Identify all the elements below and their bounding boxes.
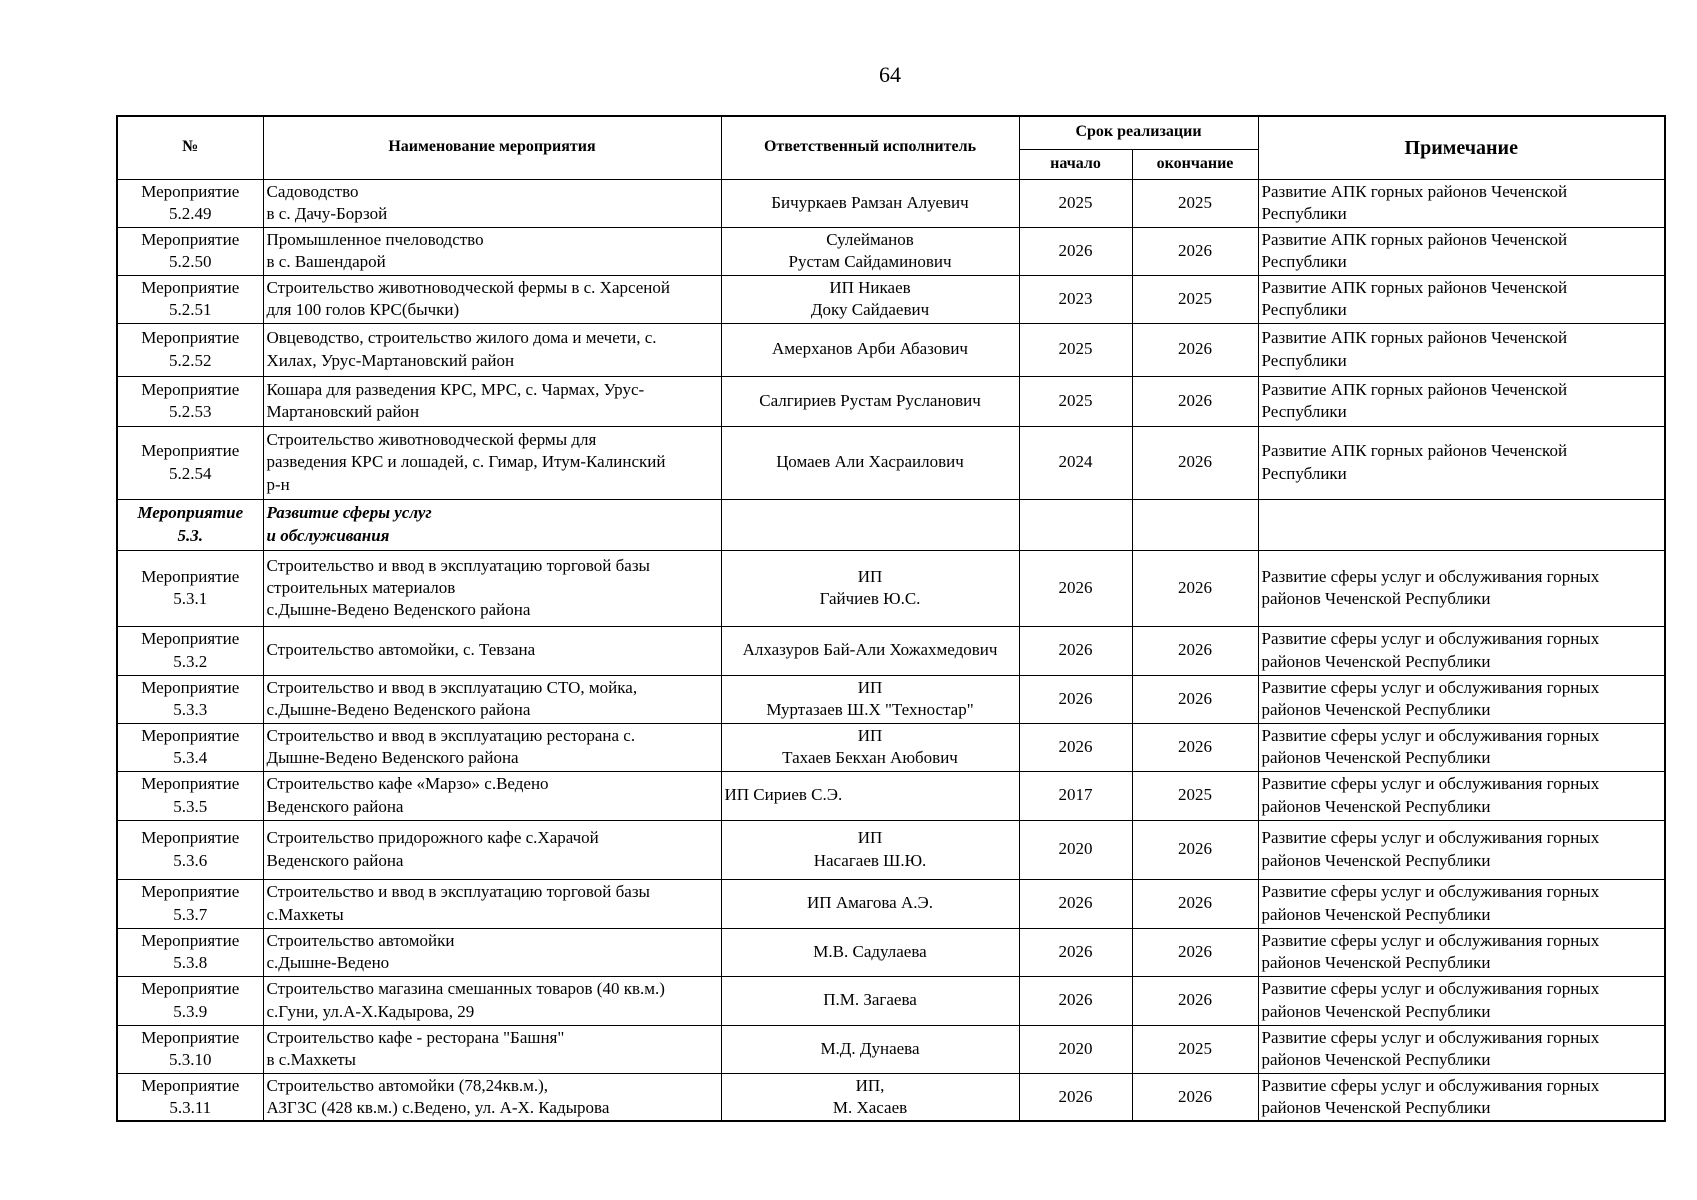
cell-end: 2025 [1132, 179, 1258, 227]
cell-name-line: Овцеводство, строительство жилого дома и мечети, с. [266, 328, 657, 348]
cell-executor [721, 723, 1019, 771]
cell-name-line: Строительство и ввод в эксплуатацию торговой базы [266, 882, 650, 902]
cell-executor [721, 179, 1019, 227]
cell-note [1258, 179, 1665, 227]
cell-executor [721, 426, 1019, 499]
cell-note [1258, 275, 1665, 323]
cell-end: 2026 [1132, 928, 1258, 976]
cell-num-line: Мероприятие [141, 181, 240, 201]
col-header-name: Наименование мероприятия [263, 116, 721, 179]
cell-executor-line: Салгириев Рустам Русланович [759, 390, 981, 410]
cell-note-line: Развитие сферы услуг и обслуживания горных [1261, 1075, 1600, 1095]
cell-num-line: 5.3.10 [169, 1050, 212, 1069]
cell-end: 2026 [1132, 323, 1258, 376]
cell-num [117, 626, 263, 675]
cell-start: 2026 [1019, 928, 1132, 976]
table-row [117, 1073, 1665, 1121]
table-row [117, 1025, 1665, 1073]
cell-name [263, 1073, 721, 1121]
cell-end: 2026 [1132, 376, 1258, 426]
cell-num [117, 820, 263, 879]
cell-name-line: Садоводство [266, 181, 359, 201]
cell-start: 2026 [1019, 675, 1132, 723]
cell-executor-line: Бичуркаев Рамзан Алуевич [771, 192, 969, 212]
cell-end: 2025 [1132, 1025, 1258, 1073]
cell-end: 2026 [1132, 820, 1258, 879]
cell-name-line: Строительство животноводческой фермы в с. Харсеной [266, 277, 671, 297]
table-row [117, 675, 1665, 723]
cell-note-line: районов Чеченской Республики [1261, 1001, 1491, 1021]
cell-name [263, 771, 721, 820]
cell-end: 2026 [1132, 976, 1258, 1025]
cell-num [117, 376, 263, 426]
cell-note [1258, 376, 1665, 426]
cell-num [117, 227, 263, 275]
cell-name-line: разведения КРС и лошадей, с. Гимар, Итум-Калинский [266, 452, 666, 472]
cell-num [117, 499, 263, 550]
cell-name-line: Развитие сферы услуг [266, 503, 432, 523]
cell-note-line: районов Чеченской Республики [1261, 748, 1491, 767]
cell-name [263, 426, 721, 499]
cell-num-line: 5.2.54 [169, 463, 212, 483]
table-row [117, 179, 1665, 227]
cell-note-line: районов Чеченской Республики [1261, 904, 1491, 924]
cell-start: 2025 [1019, 376, 1132, 426]
cell-executor-line: Алхазуров Бай-Али Хожахмедович [742, 640, 998, 660]
cell-note-line: Развитие сферы услуг и обслуживания горных [1261, 677, 1600, 697]
cell-note-line: районов Чеченской Республики [1261, 1050, 1491, 1069]
cell-note-line: Республики [1261, 350, 1347, 370]
activities-table [116, 115, 1666, 1122]
cell-name-line: с.Дышне-Ведено Веденского района [266, 700, 531, 719]
cell-name-line: Строительство придорожного кафе с.Харачой [266, 828, 599, 848]
cell-name-line: Строительство и ввод в эксплуатацию СТО, мойка, [266, 677, 638, 697]
cell-note-line: районов Чеченской Республики [1261, 796, 1491, 816]
col-header-start: начало [1019, 149, 1132, 179]
cell-name-line: Строительство кафе - ресторана "Башня" [266, 1027, 565, 1047]
table-row [117, 771, 1665, 820]
table-row [117, 723, 1665, 771]
cell-num [117, 275, 263, 323]
cell-executor-line: М.В. Садулаева [813, 941, 927, 961]
cell-name-line: в с. Вашендарой [266, 252, 386, 271]
cell-name-line: в с.Махкеты [266, 1050, 356, 1069]
cell-executor [721, 275, 1019, 323]
cell-num-line: Мероприятие [141, 441, 240, 461]
cell-name-line: с.Гуни, ул.А-Х.Кадырова, 29 [266, 1001, 475, 1021]
table-body [117, 179, 1665, 1121]
section-row [117, 499, 1665, 550]
cell-num-line: Мероприятие [141, 277, 240, 297]
cell-name [263, 550, 721, 626]
cell-note-line: Развитие АПК горных районов Чеченской [1261, 328, 1568, 348]
cell-name-line: Строительство автомойки [266, 930, 455, 950]
cell-executor-line: ИП [857, 828, 883, 848]
cell-num-line: 5.2.51 [169, 300, 212, 319]
col-header-period: Срок реализации [1019, 116, 1258, 149]
cell-name-line: в с. Дачу-Борзой [266, 204, 388, 223]
cell-end: 2026 [1132, 879, 1258, 928]
cell-num-line: 5.3.3 [173, 700, 208, 719]
cell-name-line: для 100 голов КРС(бычки) [266, 300, 460, 319]
cell-note-line: Развитие сферы услуг и обслуживания горных [1261, 725, 1600, 745]
cell-num [117, 323, 263, 376]
cell-note-line: Республики [1261, 463, 1347, 483]
cell-end: 2025 [1132, 771, 1258, 820]
cell-start: 2020 [1019, 820, 1132, 879]
cell-note-line: Развитие АПК горных районов Чеченской [1261, 229, 1568, 249]
table-row [117, 323, 1665, 376]
cell-name [263, 227, 721, 275]
cell-executor-line: ИП Амагова А.Э. [807, 893, 933, 913]
cell-note [1258, 820, 1665, 879]
cell-executor-line: ИП [857, 566, 883, 586]
cell-num-line: Мероприятие [141, 930, 240, 950]
cell-num-line: Мероприятие [141, 774, 240, 794]
cell-executor [721, 771, 1019, 820]
cell-note-line: Развитие АПК горных районов Чеченской [1261, 379, 1568, 399]
cell-executor-line: Рустам Сайдаминович [788, 252, 952, 271]
cell-name-line: АЗГЗС (428 кв.м.) с.Ведено, ул. А-Х. Кадырова [266, 1097, 610, 1117]
cell-num-line: Мероприятие [141, 379, 240, 399]
cell-note [1258, 499, 1665, 550]
table-row [117, 426, 1665, 499]
cell-num-line: 5.3.5 [173, 796, 208, 816]
cell-start: 2017 [1019, 771, 1132, 820]
cell-num-line: Мероприятие [141, 677, 240, 697]
cell-name-line: р-н [266, 474, 290, 494]
cell-start: 2026 [1019, 550, 1132, 626]
cell-executor-line: ИП [857, 725, 883, 745]
cell-num-line: Мероприятие [141, 828, 240, 848]
cell-num-line: 5.3.9 [173, 1001, 208, 1021]
page-number: 64 [879, 62, 901, 87]
col-header-note: Примечание [1258, 116, 1665, 179]
cell-executor-line: П.М. Загаева [823, 990, 917, 1010]
cell-num-line: 5.3.1 [173, 589, 208, 608]
cell-name-line: Кошара для разведения КРС, МРС, с. Чармах, Урус- [266, 379, 645, 399]
cell-note [1258, 771, 1665, 820]
cell-end: 2026 [1132, 723, 1258, 771]
table-row [117, 626, 1665, 675]
table-row [117, 275, 1665, 323]
cell-num-line: Мероприятие [137, 503, 244, 523]
cell-note-line: Развитие сферы услуг и обслуживания горных [1261, 979, 1600, 999]
cell-name-line: Строительство автомойки, с. Тевзана [266, 640, 536, 660]
cell-note-line: Республики [1261, 300, 1347, 319]
cell-end: 2026 [1132, 426, 1258, 499]
cell-note [1258, 323, 1665, 376]
cell-note-line: Развитие сферы услуг и обслуживания горных [1261, 828, 1600, 848]
cell-note-line: районов Чеченской Республики [1261, 651, 1491, 671]
cell-note-line: районов Чеченской Республики [1261, 1097, 1491, 1117]
cell-executor [721, 928, 1019, 976]
cell-note-line: районов Чеченской Республики [1261, 700, 1491, 719]
cell-name-line: с.Махкеты [266, 904, 344, 924]
cell-name [263, 275, 721, 323]
cell-num-line: 5.3.8 [173, 953, 208, 972]
cell-end [1132, 499, 1258, 550]
cell-note [1258, 626, 1665, 675]
cell-executor-line: Гайчиев Ю.С. [819, 589, 921, 608]
cell-name-line: Мартановский район [266, 402, 420, 421]
cell-num-line: 5.3. [177, 525, 203, 545]
cell-num-line: Мероприятие [141, 1027, 240, 1047]
cell-note-line: Развитие АПК горных районов Чеченской [1261, 277, 1568, 297]
cell-note-line: Развитие сферы услуг и обслуживания горных [1261, 629, 1600, 649]
cell-name [263, 499, 721, 550]
cell-name [263, 723, 721, 771]
cell-num [117, 675, 263, 723]
cell-end: 2026 [1132, 1073, 1258, 1121]
cell-note [1258, 227, 1665, 275]
cell-executor-line: Муртазаев Ш.Х "Техностар" [766, 700, 974, 719]
cell-note-line: Развитие сферы услуг и обслуживания горных [1261, 930, 1600, 950]
cell-executor [721, 879, 1019, 928]
cell-num-line: Мероприятие [141, 629, 240, 649]
cell-executor-line: ИП Сириев С.Э. [724, 785, 843, 805]
cell-start: 2023 [1019, 275, 1132, 323]
col-header-executor: Ответственный исполнитель [721, 116, 1019, 179]
cell-note-line: районов Чеченской Республики [1261, 953, 1491, 972]
cell-start: 2026 [1019, 976, 1132, 1025]
cell-note [1258, 550, 1665, 626]
cell-executor-line: Доку Сайдаевич [810, 300, 930, 319]
cell-executor [721, 1073, 1019, 1121]
cell-start: 2026 [1019, 723, 1132, 771]
cell-num [117, 426, 263, 499]
cell-num-line: 5.3.2 [173, 651, 208, 671]
cell-num-line: Мероприятие [141, 1075, 240, 1095]
cell-executor-line: ИП [857, 677, 883, 697]
cell-note-line: Республики [1261, 252, 1347, 271]
cell-note-line: Развитие сферы услуг и обслуживания горных [1261, 1027, 1600, 1047]
cell-name-line: строительных материалов [266, 577, 456, 597]
cell-num-line: Мероприятие [141, 882, 240, 902]
cell-end: 2025 [1132, 275, 1258, 323]
table-row [117, 976, 1665, 1025]
cell-note [1258, 675, 1665, 723]
cell-end: 2026 [1132, 675, 1258, 723]
cell-note [1258, 928, 1665, 976]
cell-note-line: Республики [1261, 402, 1347, 421]
cell-executor-line: ИП, [855, 1075, 885, 1095]
cell-executor [721, 376, 1019, 426]
cell-end: 2026 [1132, 227, 1258, 275]
cell-num [117, 1025, 263, 1073]
cell-start: 2025 [1019, 179, 1132, 227]
cell-note-line: Развитие АПК горных районов Чеченской [1261, 441, 1568, 461]
cell-name-line: Строительство магазина смешанных товаров (40 кв.м.) [266, 979, 665, 999]
cell-name [263, 376, 721, 426]
cell-name-line: Веденского района [266, 796, 404, 816]
cell-start: 2026 [1019, 879, 1132, 928]
cell-name [263, 626, 721, 675]
table-row [117, 376, 1665, 426]
cell-name-line: Строительство и ввод в эксплуатацию торговой базы [266, 555, 650, 575]
cell-note [1258, 1073, 1665, 1121]
cell-num-line: 5.3.6 [173, 850, 208, 870]
cell-num-line: 5.3.4 [173, 748, 208, 767]
table-row [117, 928, 1665, 976]
cell-name [263, 179, 721, 227]
cell-num-line: Мероприятие [141, 979, 240, 999]
cell-executor [721, 550, 1019, 626]
cell-num [117, 550, 263, 626]
cell-start: 2026 [1019, 626, 1132, 675]
cell-num-line: Мероприятие [141, 229, 240, 249]
cell-executor-line: Тахаев Бекхан Аюбович [782, 748, 958, 767]
cell-executor-line: Насагаев Ш.Ю. [813, 850, 927, 870]
cell-note-line: Развитие сферы услуг и обслуживания горных [1261, 882, 1600, 902]
cell-note [1258, 426, 1665, 499]
cell-num-line: Мероприятие [141, 725, 240, 745]
cell-executor-line: Сулейманов [826, 229, 914, 249]
cell-num-line: Мероприятие [141, 566, 240, 586]
cell-note [1258, 976, 1665, 1025]
cell-executor [721, 499, 1019, 550]
cell-name-line: Дышне-Ведено Веденского района [266, 748, 519, 767]
cell-num [117, 879, 263, 928]
cell-num-line: Мероприятие [141, 328, 240, 348]
cell-start: 2025 [1019, 323, 1132, 376]
cell-num-line: 5.2.49 [169, 204, 212, 223]
col-header-num: № [117, 116, 263, 179]
table-row [117, 550, 1665, 626]
cell-name [263, 323, 721, 376]
cell-name-line: Строительство кафе «Марзо» с.Ведено [266, 774, 549, 794]
cell-executor [721, 323, 1019, 376]
cell-name [263, 879, 721, 928]
cell-note [1258, 723, 1665, 771]
cell-note-line: Развитие сферы услуг и обслуживания горных [1261, 774, 1600, 794]
cell-name-line: Хилах, Урус-Мартановский район [266, 350, 515, 370]
cell-executor [721, 675, 1019, 723]
cell-name [263, 1025, 721, 1073]
cell-note-line: районов Чеченской Республики [1261, 589, 1491, 608]
cell-executor [721, 1025, 1019, 1073]
cell-name-line: Строительство и ввод в эксплуатацию ресторана с. [266, 725, 636, 745]
cell-num [117, 179, 263, 227]
cell-end: 2026 [1132, 626, 1258, 675]
cell-name [263, 928, 721, 976]
cell-end: 2026 [1132, 550, 1258, 626]
cell-num-line: 5.3.11 [169, 1097, 212, 1117]
cell-num [117, 1073, 263, 1121]
cell-num-line: 5.2.53 [169, 402, 212, 421]
cell-note-line: Республики [1261, 204, 1347, 223]
cell-name-line: Строительство автомойки (78,24кв.м.), [266, 1075, 549, 1095]
cell-note-line: Развитие АПК горных районов Чеченской [1261, 181, 1568, 201]
cell-num [117, 771, 263, 820]
cell-start: 2020 [1019, 1025, 1132, 1073]
cell-name-line: с.Дышне-Ведено [266, 953, 390, 972]
cell-num-line: 5.2.52 [169, 350, 212, 370]
cell-num [117, 723, 263, 771]
cell-executor-line: Цомаев Али Хасраилович [776, 452, 964, 472]
header-row [117, 116, 1665, 149]
table-row [117, 227, 1665, 275]
cell-start: 2026 [1019, 227, 1132, 275]
cell-executor-line: Амерханов Арби Абазович [772, 339, 968, 359]
cell-name-line: и обслуживания [266, 525, 390, 545]
cell-start: 2024 [1019, 426, 1132, 499]
cell-name-line: Веденского района [266, 850, 404, 870]
cell-executor-line: М.Д. Дунаева [820, 1038, 920, 1058]
cell-note [1258, 1025, 1665, 1073]
cell-num-line: 5.3.7 [173, 904, 208, 924]
cell-start [1019, 499, 1132, 550]
cell-num-line: 5.2.50 [169, 252, 212, 271]
cell-executor [721, 626, 1019, 675]
cell-name-line: Промышленное пчеловодство [266, 229, 484, 249]
cell-note-line: Развитие сферы услуг и обслуживания горных [1261, 566, 1600, 586]
cell-name [263, 976, 721, 1025]
cell-name-line: Строительство животноводческой фермы для [266, 430, 597, 450]
cell-num [117, 976, 263, 1025]
cell-name [263, 820, 721, 879]
cell-name [263, 675, 721, 723]
cell-executor [721, 227, 1019, 275]
table-row [117, 820, 1665, 879]
cell-executor [721, 976, 1019, 1025]
cell-executor-line: ИП Никаев [829, 277, 911, 297]
cell-note [1258, 879, 1665, 928]
cell-note-line: районов Чеченской Республики [1261, 850, 1491, 870]
cell-name-line: с.Дышне-Ведено Веденского района [266, 600, 531, 620]
table-row [117, 879, 1665, 928]
cell-executor [721, 820, 1019, 879]
cell-start: 2026 [1019, 1073, 1132, 1121]
col-header-end: окончание [1132, 149, 1258, 179]
cell-num [117, 928, 263, 976]
cell-executor-line: М. Хасаев [832, 1097, 908, 1117]
